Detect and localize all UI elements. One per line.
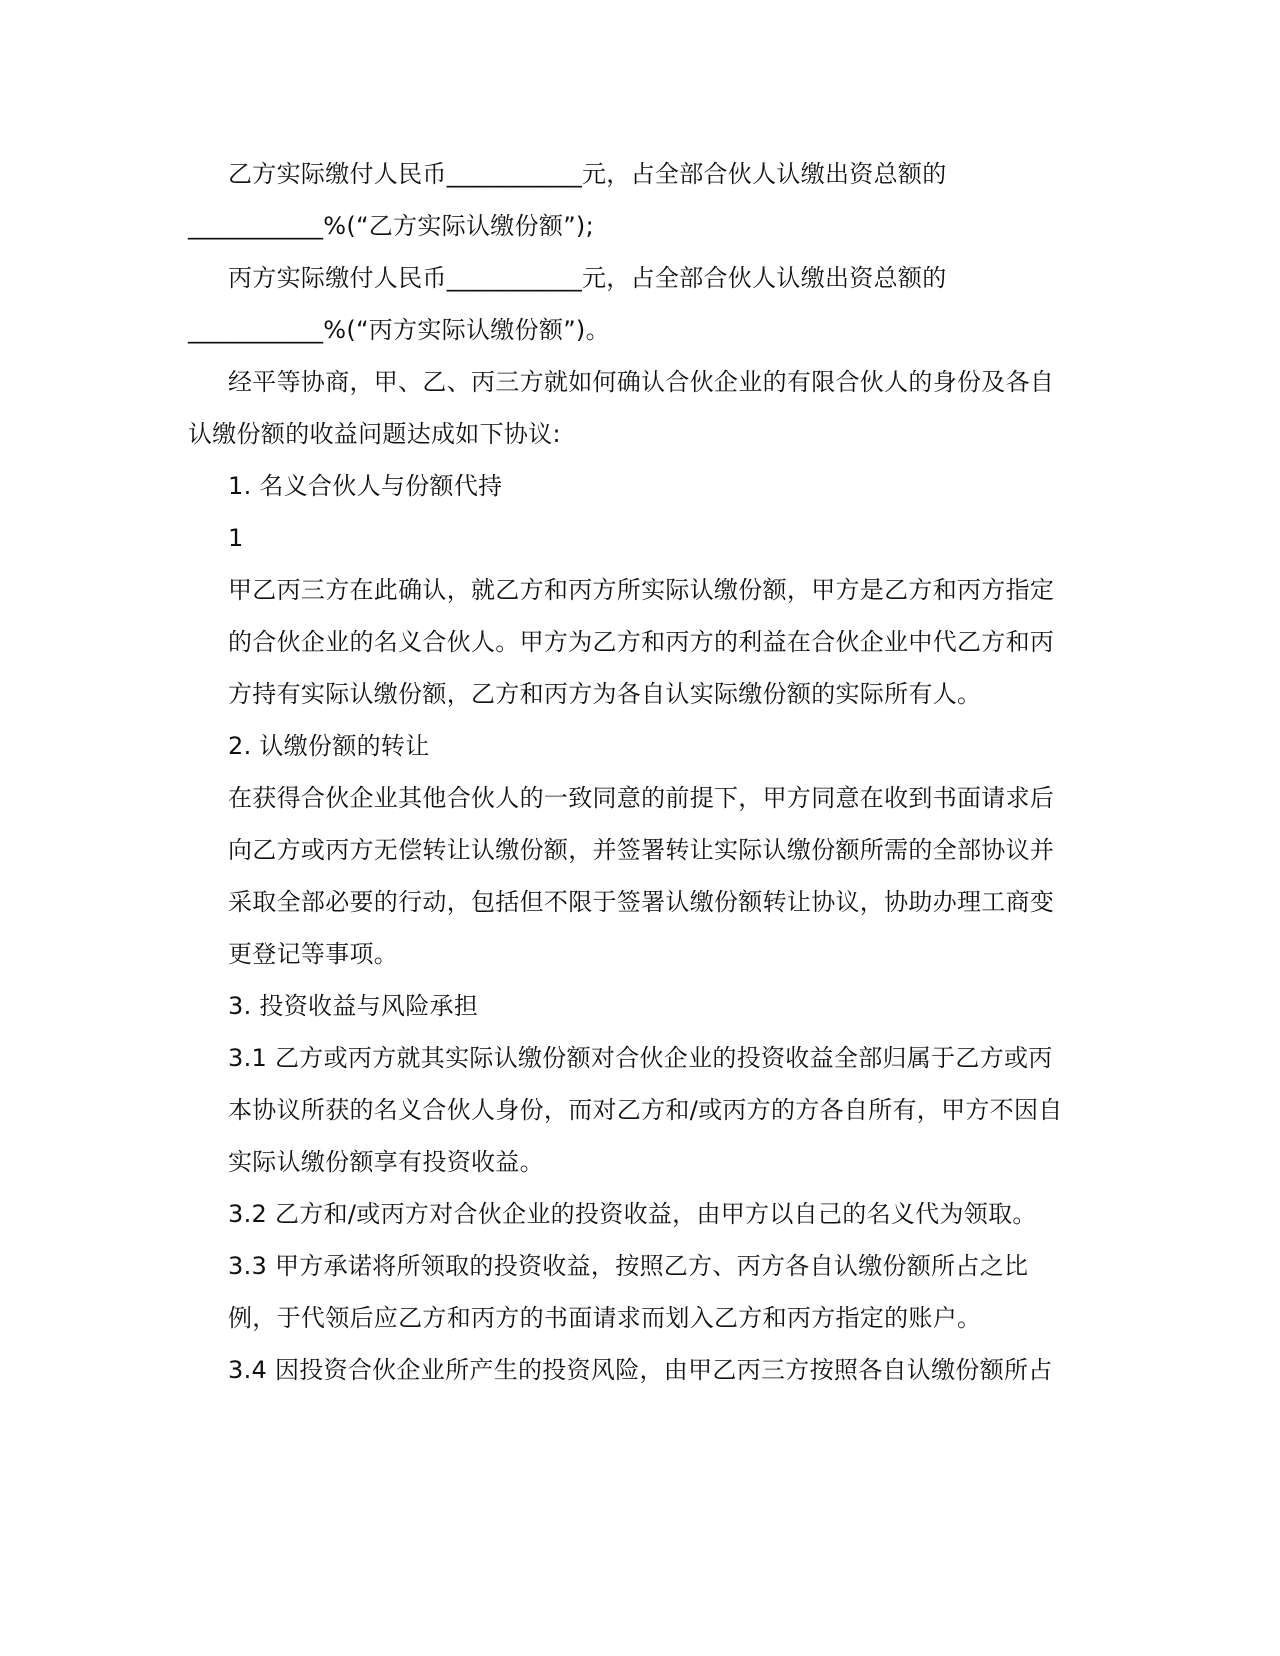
paragraph-line-13: 在获得合伙企业其他合伙人的一致同意的前提下，甲方同意在收到书面请求后: [228, 784, 1055, 812]
paragraph-line-14: 向乙方或丙方无偿转让认缴份额，并签署转让实际认缴份额所需的全部协议并: [228, 836, 1055, 864]
clause-3-1-line-2: 本协议所获的名义合伙人身份，而对乙方和/或丙方的方各自所有，甲方不因自: [228, 1096, 1063, 1124]
paragraph-line-5: 经平等协商，甲、乙、丙三方就如何确认合伙企业的有限合伙人的身份及各自: [228, 368, 1055, 396]
paragraph-line-1: 乙方实际缴付人民币___________元，占全部合伙人认缴出资总额的: [228, 160, 947, 188]
section-heading-3: 3. 投资收益与风险承担: [228, 992, 479, 1020]
section-heading-2: 2. 认缴份额的转让: [228, 732, 430, 760]
clause-3-3-line-2: 例，于代领后应乙方和丙方的书面请求而划入乙方和丙方指定的账户。: [228, 1304, 982, 1332]
paragraph-line-16: 更登记等事项。: [228, 940, 399, 968]
paragraph-line-6: 认缴份额的收益问题达成如下协议:: [188, 420, 561, 448]
clause-3-1-line-1: 3.1 乙方或丙方就其实际认缴份额对合伙企业的投资收益全部归属于乙方或丙: [228, 1044, 1053, 1072]
clause-3-4-line-1: 3.4 因投资合伙企业所产生的投资风险，由甲乙丙三方按照各自认缴份额所占: [228, 1356, 1053, 1384]
section-heading-1: 1. 名义合伙人与份额代持: [228, 472, 503, 500]
paragraph-line-15: 采取全部必要的行动，包括但不限于签署认缴份额转让协议，协助办理工商变: [228, 888, 1055, 916]
page-number-marker: 1: [228, 524, 244, 552]
paragraph-line-9: 甲乙丙三方在此确认，就乙方和丙方所实际认缴份额，甲方是乙方和丙方指定: [228, 576, 1055, 604]
paragraph-line-11: 方持有实际认缴份额，乙方和丙方为各自认实际缴份额的实际所有人。: [228, 680, 982, 708]
paragraph-line-2: ___________%(“乙方实际认缴份额”);: [188, 212, 594, 240]
paragraph-line-4: ___________%(“丙方实际认缴份额”)。: [188, 316, 610, 344]
clause-3-2: 3.2 乙方和/或丙方对合伙企业的投资收益，由甲方以自己的名义代为领取。: [228, 1200, 1037, 1228]
paragraph-line-10: 的合伙企业的名义合伙人。甲方为乙方和丙方的利益在合伙企业中代乙方和丙: [228, 628, 1055, 656]
clause-3-3-line-1: 3.3 甲方承诺将所领取的投资收益，按照乙方、丙方各自认缴份额所占之比: [228, 1252, 1029, 1280]
paragraph-line-3: 丙方实际缴付人民币___________元，占全部合伙人认缴出资总额的: [228, 264, 947, 292]
clause-3-1-line-3: 实际认缴份额享有投资收益。: [228, 1148, 544, 1176]
